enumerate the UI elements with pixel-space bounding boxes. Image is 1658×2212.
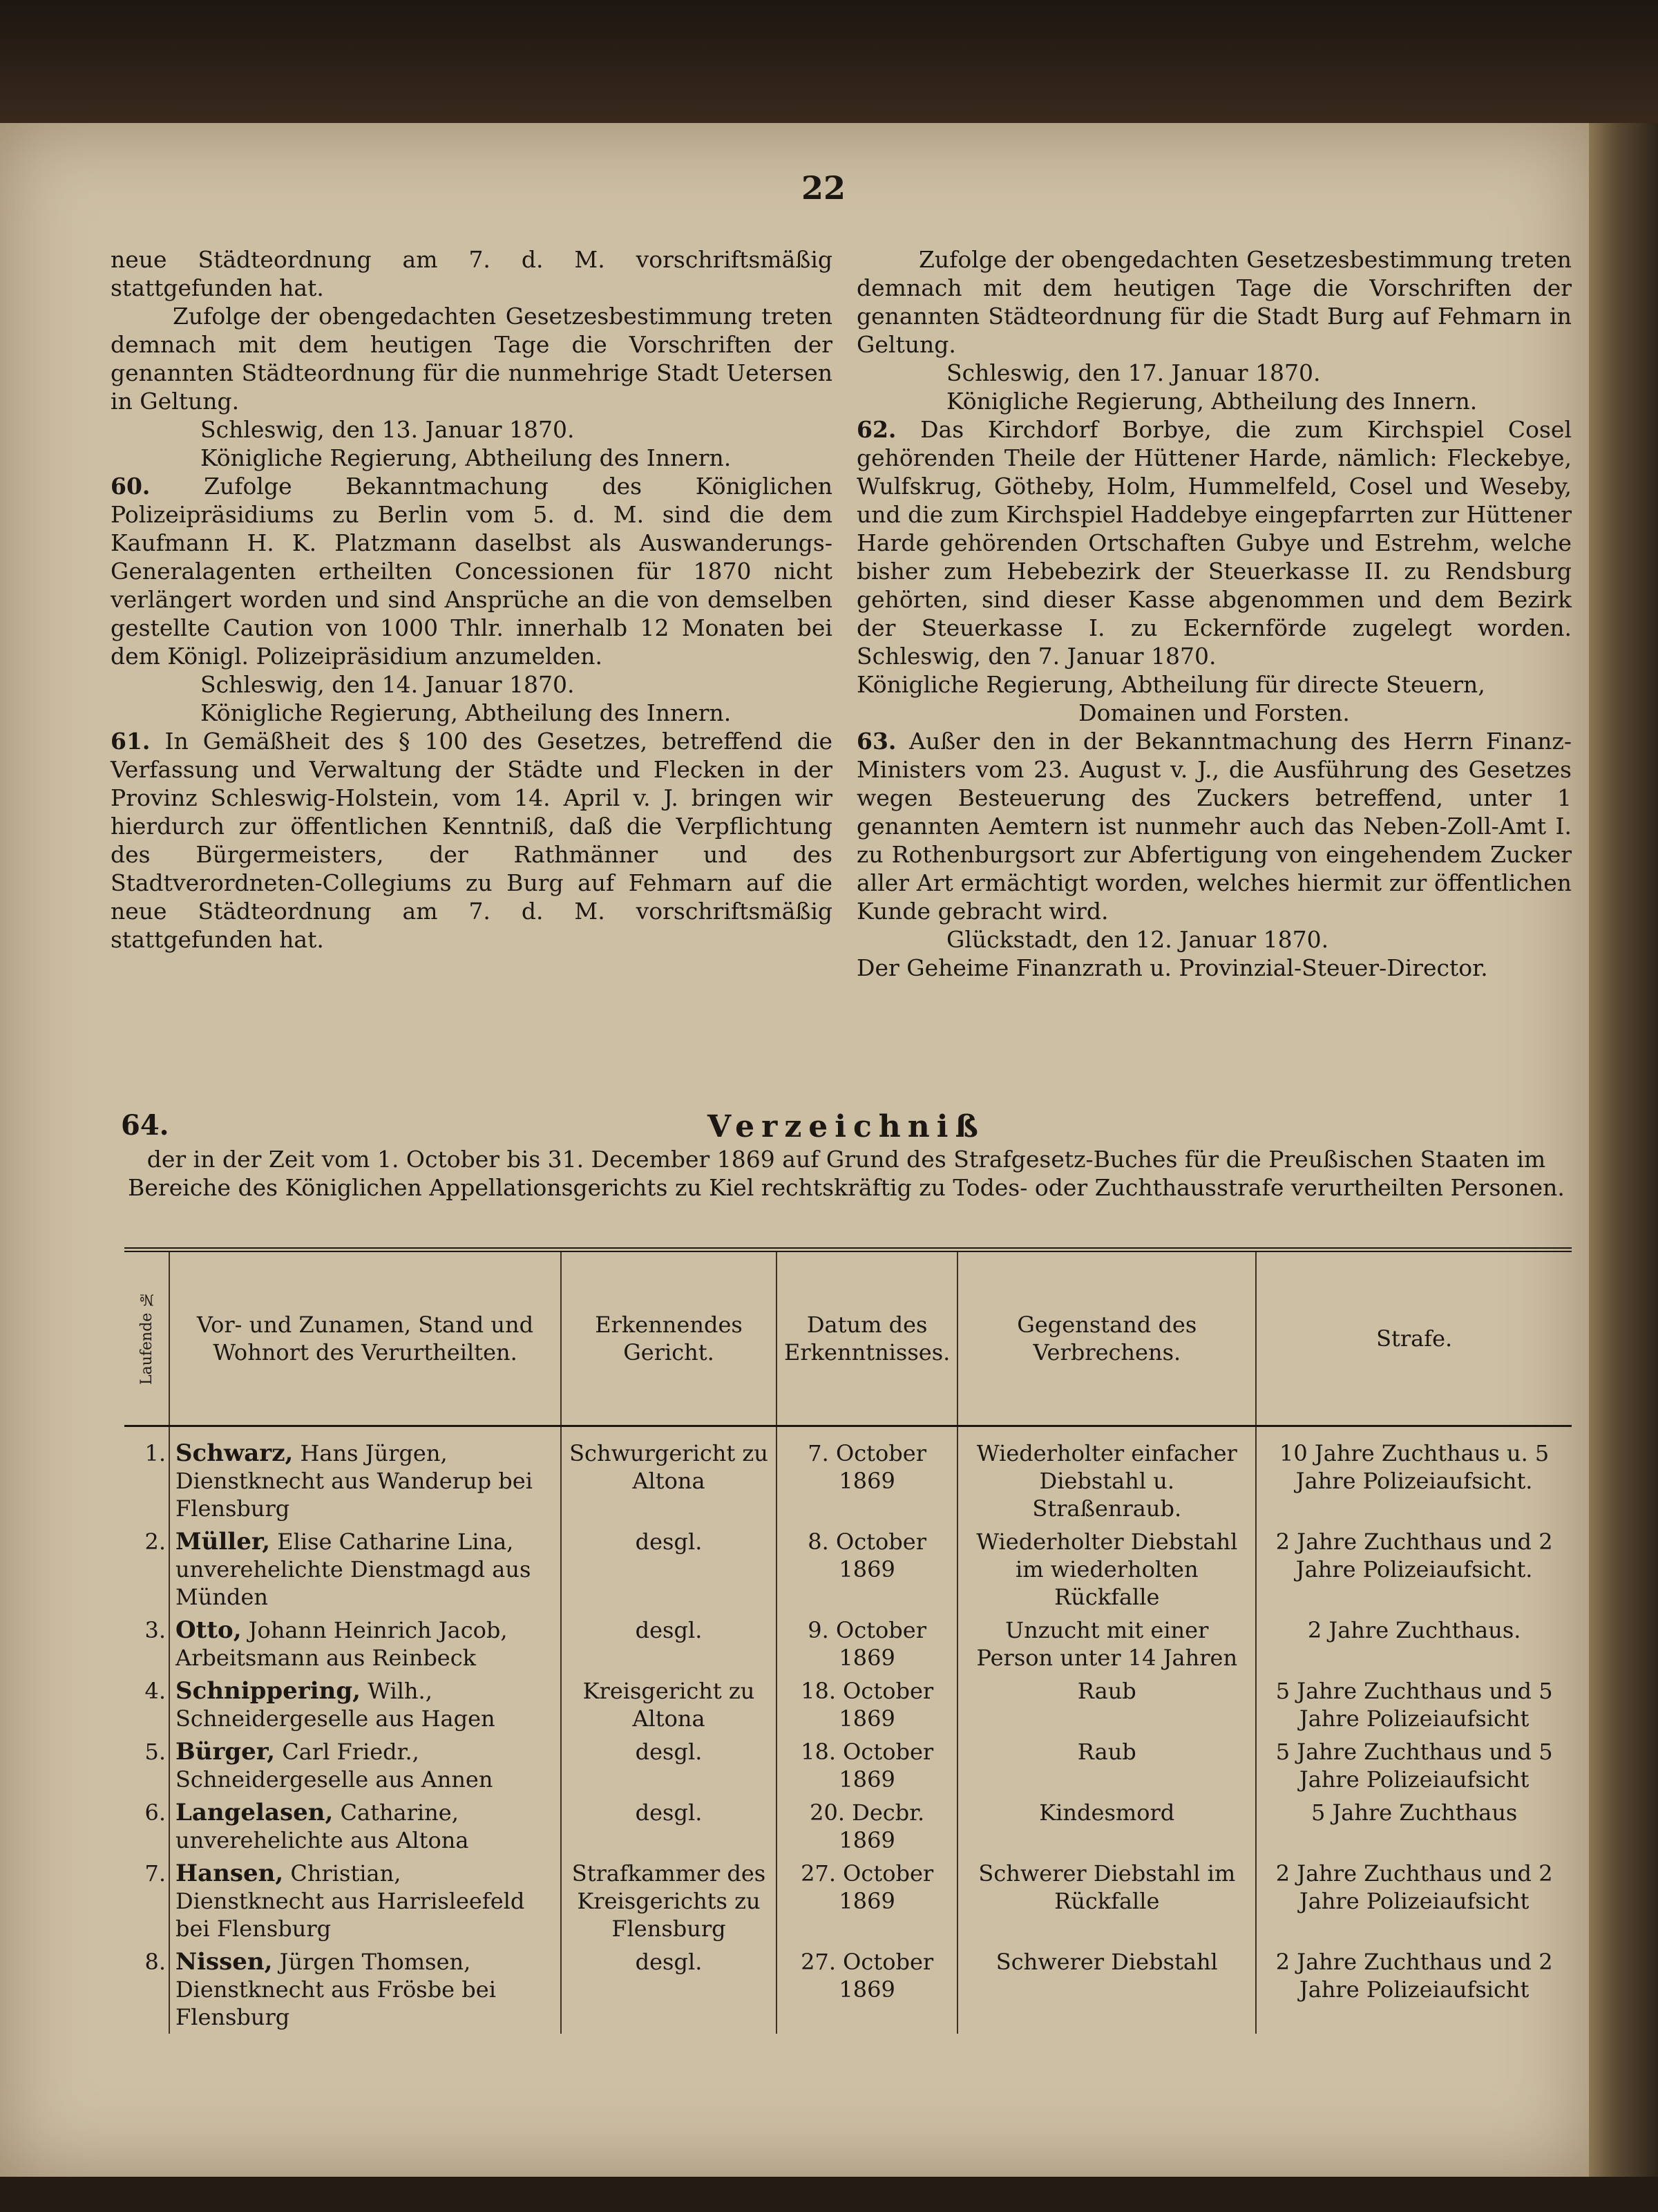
- judgment-date: 18. October 1869: [776, 1735, 957, 1796]
- paragraph-text: neue Städteordnung am 7. d. M. vorschriftsmäßig stattgefunden hat.: [111, 246, 832, 301]
- judgment-date: 8. October 1869: [776, 1525, 957, 1614]
- name-details: Christian, Dienstknecht aus Harrisleefeld bei Flensburg: [175, 1860, 525, 1942]
- header-court: Erkennendes Gericht.: [561, 1250, 776, 1426]
- court: desgl.: [561, 1614, 776, 1674]
- left-column: [111, 245, 832, 954]
- crime: Wiederholter einfacher Diebstahl u. Straßenraub.: [957, 1426, 1256, 1526]
- row-number: 1.: [144, 1440, 166, 1466]
- header-date: Datum des Erkenntnisses.: [776, 1250, 957, 1426]
- paragraph-text: Domainen und Forsten.: [1078, 699, 1350, 726]
- left-paragraph: [111, 415, 832, 444]
- header-crime: Gegenstand des Verbrechens.: [957, 1250, 1256, 1426]
- judgment-date: 18. October 1869: [776, 1674, 957, 1735]
- penalty: 2 Jahre Zuchthaus.: [1256, 1614, 1572, 1674]
- right-paragraph: [857, 699, 1572, 727]
- court: desgl.: [561, 1525, 776, 1614]
- right-paragraph: [857, 359, 1572, 387]
- penalty: 10 Jahre Zuchthaus u. 5 Jahre Polizeiaufsicht.: [1256, 1426, 1572, 1526]
- paragraph-text: Königliche Regierung, Abtheilung für directe Steuern,: [857, 671, 1485, 698]
- paragraph-text: Schleswig, den 17. Januar 1870.: [946, 359, 1321, 386]
- judgment-date: 20. Decbr. 1869: [776, 1796, 957, 1857]
- court: Schwurgericht zu Altona: [561, 1426, 776, 1526]
- surname: Langelasen,: [175, 1799, 334, 1826]
- left-paragraph: [111, 670, 832, 699]
- name-details: Catharine, unverehelichte aus Altona: [175, 1799, 469, 1853]
- right-column: [857, 245, 1572, 982]
- table-row: [124, 1735, 1572, 1796]
- row-number: 2.: [144, 1529, 166, 1555]
- background-top: [0, 0, 1658, 131]
- paragraph-text: In Gemäßheit des § 100 des Gesetzes, betreffend die Verfassung und Verwaltung der Städte und Flecken in der Provinz Schleswig-Holstein, vom 14. April v. J. bringen wir hierdurch zur öffentlichen Kenntniß, daß die Verpflichtung des Bürgermeisters, der Rathmänner und des Stadtverordneten-Collegiums zu Burg auf Fehmarn auf die neue Städteordnung am 7. d. M. vorschriftsmäßig stattgefunden hat.: [111, 728, 832, 953]
- table-row: [124, 1614, 1572, 1674]
- left-paragraph: [111, 444, 832, 472]
- right-paragraph: [857, 387, 1572, 415]
- row-number: 8.: [144, 1949, 166, 1975]
- left-paragraph: [111, 727, 832, 954]
- right-paragraph: [857, 670, 1572, 699]
- crime: Unzucht mit einer Person unter 14 Jahren: [957, 1614, 1256, 1674]
- table-row: [124, 1857, 1572, 1945]
- convict-register-table: [124, 1247, 1572, 2034]
- notice-number: 62.: [857, 416, 897, 443]
- notice-number: 60.: [111, 473, 151, 500]
- header-penalty: Strafe.: [1256, 1250, 1572, 1426]
- paragraph-text: Königliche Regierung, Abtheilung des Innern.: [200, 444, 732, 471]
- row-number: 4.: [144, 1678, 166, 1704]
- right-paragraph: [857, 245, 1572, 359]
- paragraph-text: Zufolge der obengedachten Gesetzesbestimmung treten demnach mit dem heutigen Tage die Vorschriften der genannten Städteordnung für die Stadt Burg auf Fehmarn in Geltung.: [857, 246, 1572, 358]
- judgment-date: 9. October 1869: [776, 1614, 957, 1674]
- page-number: 22: [801, 169, 846, 207]
- section-lead: der in der Zeit vom 1. October bis 31. December 1869 auf Grund des Strafgesetz-Buches für die Preußischen Staaten im Bereiche des Königlichen Appellationsgerichts zu Kiel rechtskräftig zu Todes- oder Zuchthausstrafe verurtheilten Personen.: [128, 1146, 1565, 1201]
- convict-name: [169, 1796, 561, 1857]
- surname: Schnippering,: [175, 1677, 361, 1705]
- left-paragraph: [111, 245, 832, 302]
- section-heading: Verzeichniß: [707, 1109, 985, 1144]
- surname: Schwarz,: [175, 1439, 294, 1467]
- paragraph-text: Königliche Regierung, Abtheilung des Innern.: [946, 388, 1478, 415]
- table-header-row: [124, 1250, 1572, 1426]
- penalty: 5 Jahre Zuchthaus und 5 Jahre Polizeiaufsicht: [1256, 1674, 1572, 1735]
- page-edge: [1589, 123, 1658, 2179]
- convict-name: [169, 1674, 561, 1735]
- row-number: 3.: [144, 1617, 166, 1643]
- left-paragraph: [111, 472, 832, 670]
- notice-number: 63.: [857, 728, 897, 755]
- paragraph-text: Schleswig, den 13. Januar 1870.: [200, 416, 575, 443]
- name-details: Carl Friedr., Schneidergeselle aus Annen: [175, 1739, 493, 1793]
- table-row: [124, 1945, 1572, 2034]
- left-paragraph: [111, 302, 832, 415]
- surname: Müller,: [175, 1528, 271, 1556]
- name-details: Wilh., Schneidergeselle aus Hagen: [175, 1678, 495, 1732]
- header-name: Vor- und Zunamen, Stand und Wohnort des Verurtheilten.: [169, 1250, 561, 1426]
- penalty: 5 Jahre Zuchthaus und 5 Jahre Polizeiaufsicht: [1256, 1735, 1572, 1796]
- name-details: Johann Heinrich Jacob, Arbeitsmann aus Reinbeck: [175, 1617, 508, 1671]
- crime: Raub: [957, 1735, 1256, 1796]
- penalty: 2 Jahre Zuchthaus und 2 Jahre Polizeiaufsicht: [1256, 1857, 1572, 1945]
- row-number: 7.: [144, 1860, 166, 1887]
- right-paragraph: [857, 415, 1572, 670]
- judgment-date: 27. October 1869: [776, 1945, 957, 2034]
- paragraph-text: Zufolge der obengedachten Gesetzesbestimmung treten demnach mit dem heutigen Tage die Vorschriften der genannten Städteordnung für die nunmehrige Stadt Uetersen in Geltung.: [111, 303, 832, 415]
- paragraph-text: Schleswig, den 14. Januar 1870.: [200, 671, 575, 698]
- header-number: Laufende №: [124, 1250, 169, 1426]
- name-details: Hans Jürgen, Dienstknecht aus Wanderup bei Flensburg: [175, 1440, 533, 1522]
- row-number: 5.: [144, 1739, 166, 1765]
- right-paragraph: [857, 925, 1572, 954]
- right-paragraph: [857, 727, 1572, 925]
- penalty: 2 Jahre Zuchthaus und 2 Jahre Polizeiaufsicht: [1256, 1945, 1572, 2034]
- court: desgl.: [561, 1945, 776, 2034]
- paragraph-text: Zufolge Bekanntmachung des Königlichen Polizeipräsidiums zu Berlin vom 5. d. M. sind die dem Kaufmann H. K. Platzmann daselbst als Auswanderungs-Generalagenten ertheilten Concessionen für 1870 nicht verlängert worden und sind Ansprüche an die von demselben gestellte Caution von 1000 Thlr. innerhalb 12 Monaten bei dem Königl. Polizeipräsidium anzumelden.: [111, 473, 832, 670]
- crime: Schwerer Diebstahl: [957, 1945, 1256, 2034]
- table-row: [124, 1426, 1572, 1526]
- surname: Bürger,: [175, 1738, 276, 1766]
- table-row: [124, 1525, 1572, 1614]
- crime: Schwerer Diebstahl im Rückfalle: [957, 1857, 1256, 1945]
- row-number: 6.: [144, 1799, 166, 1826]
- left-paragraph: [111, 699, 832, 727]
- name-details: Elise Catharine Lina, unverehelichte Dienstmagd aus Münden: [175, 1529, 531, 1610]
- crime: Kindesmord: [957, 1796, 1256, 1857]
- table-row: [124, 1674, 1572, 1735]
- convict-name: [169, 1614, 561, 1674]
- court: Strafkammer des Kreisgerichts zu Flensburg: [561, 1857, 776, 1945]
- judgment-date: 27. October 1869: [776, 1857, 957, 1945]
- surname: Otto,: [175, 1616, 242, 1644]
- notice-number: 61.: [111, 728, 151, 755]
- surname: Nissen,: [175, 1948, 273, 1976]
- paragraph-text: Außer den in der Bekanntmachung des Herrn Finanz-Ministers vom 23. August v. J., die Ausführung des Gesetzes wegen Besteuerung des Zuckers betreffend, unter 1 genannten Aemtern ist nunmehr auch das Neben-Zoll-Amt I. zu Rothenburgsort zur Abfertigung von eingehendem Zucker aller Art ermächtigt worden, welches hiermit zur öffentlichen Kunde gebracht wird.: [857, 728, 1572, 925]
- name-details: Jürgen Thomsen, Dienstknecht aus Frösbe bei Flensburg: [175, 1949, 496, 2030]
- crime: Raub: [957, 1674, 1256, 1735]
- convict-name: [169, 1525, 561, 1614]
- court: desgl.: [561, 1796, 776, 1857]
- paragraph-text: Königliche Regierung, Abtheilung des Innern.: [200, 699, 732, 726]
- background-bottom: [0, 2177, 1658, 2212]
- judgment-date: 7. October 1869: [776, 1426, 957, 1526]
- surname: Hansen,: [175, 1860, 284, 1887]
- convict-name: [169, 1735, 561, 1796]
- court: desgl.: [561, 1735, 776, 1796]
- convict-name: [169, 1857, 561, 1945]
- paragraph-text: Das Kirchdorf Borbye, die zum Kirchspiel Cosel gehörenden Theile der Hüttener Harde, nämlich: Fleckebye, Wulfskrug, Götheby, Holm, Hummelfeld, Cosel und Weseby, und die zum Kirchspiel Haddebye eingepfarrten zur Hüttener Harde gehörenden Ortschaften Gubye und Estrehm, welche bisher zum Hebebezirk der Steuerkasse II. zu Rendsburg gehörten, sind dieser Kasse abgenommen und dem Bezirk der Steuerkasse I. zu Eckernförde zugelegt worden. Schleswig, den 7. Januar 1870.: [857, 416, 1572, 670]
- convict-name: [169, 1945, 561, 2034]
- court: Kreisgericht zu Altona: [561, 1674, 776, 1735]
- paragraph-text: Der Geheime Finanzrath u. Provinzial-Steuer-Director.: [857, 954, 1488, 981]
- section-number: 64.: [121, 1109, 169, 1142]
- table-row: [124, 1796, 1572, 1857]
- crime: Wiederholter Diebstahl im wiederholten Rückfalle: [957, 1525, 1256, 1614]
- penalty: 5 Jahre Zuchthaus: [1256, 1796, 1572, 1857]
- penalty: 2 Jahre Zuchthaus und 2 Jahre Polizeiaufsicht.: [1256, 1525, 1572, 1614]
- convict-name: [169, 1426, 561, 1526]
- right-paragraph: [857, 954, 1572, 982]
- paragraph-text: Glückstadt, den 12. Januar 1870.: [946, 926, 1329, 953]
